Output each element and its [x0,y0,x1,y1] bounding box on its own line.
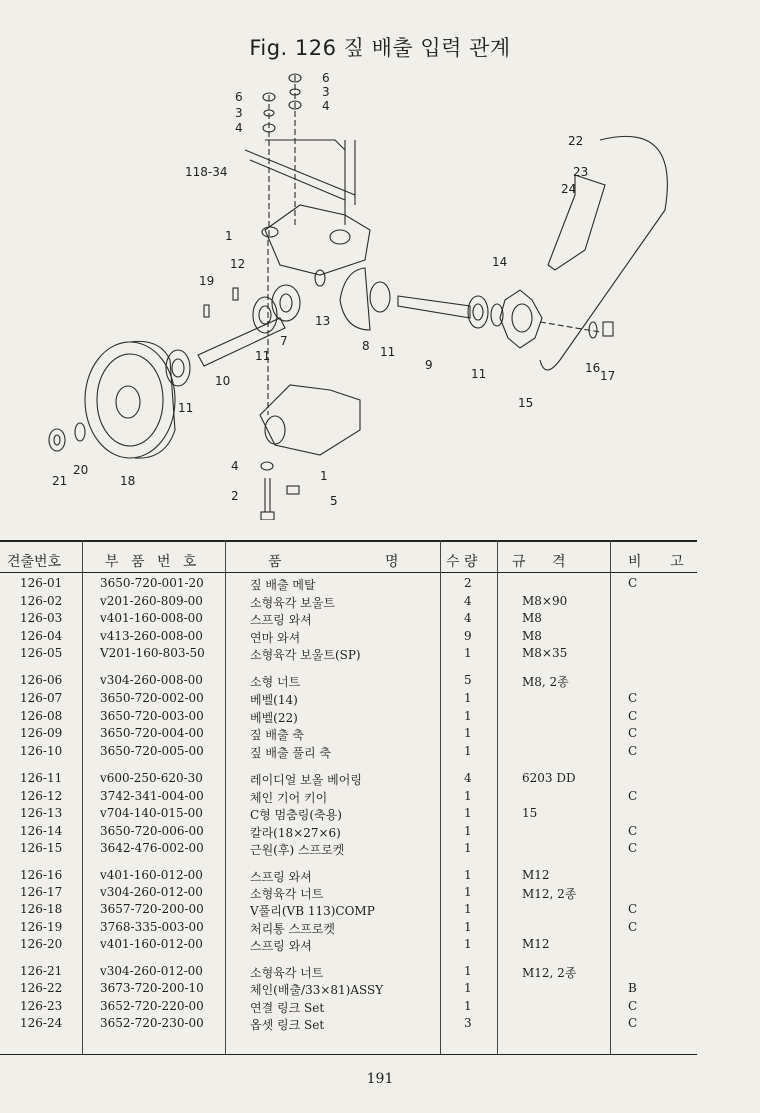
cell-no: 126-09 [20,726,63,740]
cell-name: 짚 배출 축 [250,728,304,742]
cell-note: C [628,709,638,723]
table-row [0,1016,700,1034]
cell-qty: 1 [464,902,472,916]
svg-text:9: 9 [425,358,433,372]
cell-no: 126-03 [20,611,63,625]
table-bottom-rule [0,1054,697,1055]
svg-text:18: 18 [120,474,136,488]
cell-no: 126-07 [20,691,63,705]
svg-text:23: 23 [573,165,589,179]
table-row [0,744,700,762]
svg-text:2: 2 [231,489,239,503]
cell-spec: M12 [522,937,550,951]
cell-no: 126-23 [20,999,63,1013]
svg-text:20: 20 [73,463,89,477]
cell-qty: 1 [464,841,472,855]
col-header-note: 비 고 [628,554,684,570]
table-row [0,999,700,1017]
cell-name: 레이디얼 보올 베어링 [250,773,362,787]
cell-name: 옵셋 링크 Set [250,1018,325,1032]
col-header-no: 견출번호 [7,554,62,570]
cell-qty: 3 [464,1016,472,1030]
cell-spec: M8, 2종 [522,675,569,689]
cell-qty: 1 [464,709,472,723]
svg-text:3: 3 [322,85,330,99]
svg-text:11: 11 [255,349,271,363]
cell-spec: M8 [522,611,542,625]
table-row [0,964,700,982]
cell-name: 스프링 와셔 [250,870,312,884]
cell-note: C [628,841,638,855]
cell-name: 소형육각 보울트 [250,596,335,610]
cell-no: 126-15 [20,841,63,855]
cell-part-no: 3673-720-200-10 [100,981,204,995]
table-row [0,868,700,886]
table-row [0,576,700,594]
cell-qty: 1 [464,937,472,951]
table-row [0,920,700,938]
svg-text:6: 6 [235,90,243,104]
table-row [0,771,700,789]
exploded-parts-diagram [0,60,760,520]
figure-title: Fig. 126 짚 배출 입력 관계 [249,36,511,60]
cell-qty: 1 [464,824,472,838]
cell-name: 소형육각 너트 [250,966,324,980]
cell-qty: 1 [464,691,472,705]
cell-part-no: v304-260-012-00 [100,885,203,899]
cell-part-no: v401-160-008-00 [100,611,203,625]
cell-spec: M8×90 [522,594,568,608]
cell-name: C형 멈춤링(축용) [250,808,342,822]
cell-qty: 2 [464,576,472,590]
cell-no: 126-04 [20,629,63,643]
cell-name: 연결 링크 Set [250,1001,325,1015]
cell-no: 126-22 [20,981,63,995]
cell-qty: 1 [464,646,472,660]
svg-text:4: 4 [231,459,239,473]
table-row [0,726,700,744]
table-row [0,841,700,859]
cell-no: 126-02 [20,594,63,608]
cell-no: 126-10 [20,744,63,758]
table-top-rule [0,540,697,542]
table-row [0,824,700,842]
col-header-part-no: 부 품 번 호 [105,554,201,570]
table-row [0,646,700,664]
cell-part-no: 3650-720-003-00 [100,709,204,723]
svg-text:7: 7 [280,334,288,348]
table-row [0,981,700,999]
cell-part-no: 3650-720-005-00 [100,744,204,758]
cell-qty: 9 [464,629,472,643]
table-row [0,902,700,920]
svg-text:19: 19 [199,274,215,288]
cell-spec: M12, 2종 [522,887,577,901]
svg-text:3: 3 [235,106,243,120]
col-header-name-right: 명 [385,554,399,570]
cell-qty: 1 [464,726,472,740]
cell-qty: 1 [464,981,472,995]
cell-part-no: v304-260-012-00 [100,964,203,978]
cell-name: 소형육각 너트 [250,887,324,901]
svg-text:15: 15 [518,396,534,410]
cell-note: C [628,902,638,916]
cell-no: 126-18 [20,902,63,916]
cell-no: 126-05 [20,646,63,660]
svg-text:16: 16 [585,361,601,375]
cell-qty: 5 [464,673,472,687]
cell-name: 근원(후) 스프로켓 [250,843,345,857]
cell-name: 베벨(14) [250,693,298,707]
cell-spec: M8 [522,629,542,643]
table-row [0,937,700,955]
cell-no: 126-16 [20,868,63,882]
table-row [0,629,700,647]
cell-no: 126-08 [20,709,63,723]
cell-name: 체인(배출/33×81)ASSY [250,983,384,997]
cell-part-no: 3768-335-003-00 [100,920,204,934]
svg-text:13: 13 [315,314,331,328]
cell-note: C [628,920,638,934]
cell-note: C [628,726,638,740]
cell-part-no: 3650-720-006-00 [100,824,204,838]
svg-text:10: 10 [215,374,231,388]
cell-no: 126-11 [20,771,63,785]
cell-name: 베벨(22) [250,711,298,725]
cell-part-no: 3650-720-002-00 [100,691,204,705]
cell-qty: 4 [464,611,472,625]
svg-text:4: 4 [235,121,243,135]
table-row [0,806,700,824]
table-row [0,611,700,629]
cell-qty: 1 [464,885,472,899]
cell-spec: M8×35 [522,646,568,660]
cell-part-no: v600-250-620-30 [100,771,203,785]
cell-spec: M12, 2종 [522,966,577,980]
cell-qty: 1 [464,999,472,1013]
cell-part-no: 3650-720-004-00 [100,726,204,740]
cell-name: 처리통 스프로켓 [250,922,335,936]
svg-text:1: 1 [225,229,233,243]
table-header-rule [0,572,697,573]
cell-spec: M12 [522,868,550,882]
cell-no: 126-12 [20,789,63,803]
cell-name: 짚 배출 메탈 [250,578,316,592]
cell-no: 126-06 [20,673,63,687]
cell-part-no: v704-140-015-00 [100,806,203,820]
cell-note: C [628,824,638,838]
cell-qty: 4 [464,594,472,608]
cell-note: C [628,691,638,705]
cell-spec: 6203 DD [522,771,576,785]
cell-qty: 1 [464,789,472,803]
cell-part-no: v413-260-008-00 [100,629,203,643]
cell-name: 연마 와셔 [250,631,301,645]
cell-name: 소형 너트 [250,675,301,689]
cell-part-no: 3650-720-001-20 [100,576,204,590]
cell-note: C [628,999,638,1013]
cell-no: 126-13 [20,806,63,820]
cell-note: C [628,744,638,758]
table-row [0,885,700,903]
svg-text:14: 14 [492,255,508,269]
cell-note: C [628,1016,638,1030]
svg-text:118-34: 118-34 [185,165,228,179]
table-row [0,789,700,807]
svg-text:11: 11 [380,345,396,359]
cell-no: 126-20 [20,937,63,951]
svg-text:17: 17 [600,369,616,383]
cell-no: 126-19 [20,920,63,934]
cell-no: 126-17 [20,885,63,899]
cell-part-no: v401-160-012-00 [100,937,203,951]
cell-qty: 1 [464,868,472,882]
table-row [0,691,700,709]
svg-text:11: 11 [178,401,194,415]
cell-no: 126-01 [20,576,63,590]
svg-text:8: 8 [362,339,370,353]
cell-name: 스프링 와셔 [250,939,312,953]
cell-name: 칼라(18×27×6) [250,826,341,840]
cell-name: 짚 배출 풀리 축 [250,746,331,760]
cell-note: B [628,981,637,995]
table-row [0,709,700,727]
cell-part-no: 3642-476-002-00 [100,841,204,855]
cell-note: C [628,789,638,803]
svg-text:5: 5 [330,494,338,508]
table-row [0,673,700,691]
cell-part-no: v304-260-008-00 [100,673,203,687]
cell-part-no: 3652-720-230-00 [100,1016,204,1030]
cell-part-no: v201-260-809-00 [100,594,203,608]
cell-name: V풀리(VB 113)COMP [250,904,375,918]
svg-text:1: 1 [320,469,328,483]
cell-no: 126-14 [20,824,63,838]
col-header-name-left: 품 [268,554,282,570]
cell-name: 스프링 와셔 [250,613,312,627]
cell-name: 체인 기어 키이 [250,791,328,805]
cell-part-no: 3657-720-200-00 [100,902,204,916]
page-number: 191 [366,1071,394,1087]
table-row [0,594,700,612]
cell-part-no: v401-160-012-00 [100,868,203,882]
cell-qty: 1 [464,920,472,934]
cell-part-no: 3652-720-220-00 [100,999,204,1013]
cell-qty: 1 [464,806,472,820]
cell-qty: 4 [464,771,472,785]
col-header-spec: 규 격 [512,554,566,570]
col-header-qty: 수 량 [446,554,478,570]
cell-spec: 15 [522,806,538,820]
svg-text:11: 11 [471,367,487,381]
cell-no: 126-24 [20,1016,63,1030]
svg-text:22: 22 [568,134,584,148]
svg-text:12: 12 [230,257,246,271]
svg-text:21: 21 [52,474,68,488]
svg-text:4: 4 [322,99,330,113]
cell-qty: 1 [464,744,472,758]
cell-part-no: 3742-341-004-00 [100,789,204,803]
svg-text:24: 24 [561,182,577,196]
cell-part-no: V201-160-803-50 [100,646,205,660]
svg-text:6: 6 [322,71,330,85]
cell-name: 소형육각 보울트(SP) [250,648,361,662]
cell-qty: 1 [464,964,472,978]
cell-no: 126-21 [20,964,63,978]
cell-note: C [628,576,638,590]
